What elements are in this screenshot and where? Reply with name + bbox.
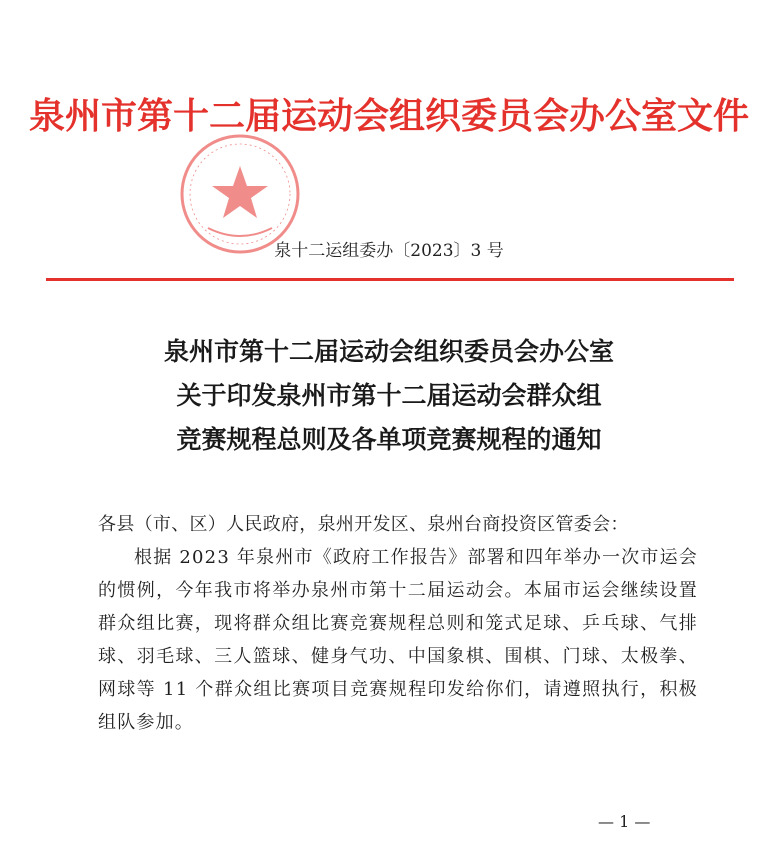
notice-body [98, 508, 698, 739]
issuing-authority-header: 泉州市第十二届运动会组织委员会办公室文件 [28, 95, 749, 137]
document-number: 泉十二运组委办〔2023〕3 号 [274, 241, 504, 261]
notice-title-line-1: 泉州市第十二届运动会组织委员会办公室 [163, 337, 614, 366]
body-paragraph: 根据 2023 年泉州市《政府工作报告》部署和四年举办一次市运会的惯例，今年我市将举办泉州市第十二届运动会。本届市运会继续设置群众组比赛，现将群众组比赛竞赛规程总则和笼式足球、乒乓球、气排球、羽毛球、三人篮球、健身气功、中国象棋、围棋、门球、太极拳、网球等 11 个群众组比赛项目竞赛规程印发给你们，请遵照执行，积极组队参加。 [98, 547, 698, 733]
page-number: — 1 — [598, 812, 651, 831]
recipients-line: 各县（市、区）人民政府，泉州开发区、泉州台商投资区管委会： [98, 514, 629, 535]
red-divider-line [46, 278, 734, 281]
notice-title-line-2: 关于印发泉州市第十二届运动会群众组 [176, 381, 602, 410]
notice-title [0, 330, 778, 462]
notice-title-line-3: 竞赛规程总则及各单项竞赛规程的通知 [176, 425, 602, 454]
